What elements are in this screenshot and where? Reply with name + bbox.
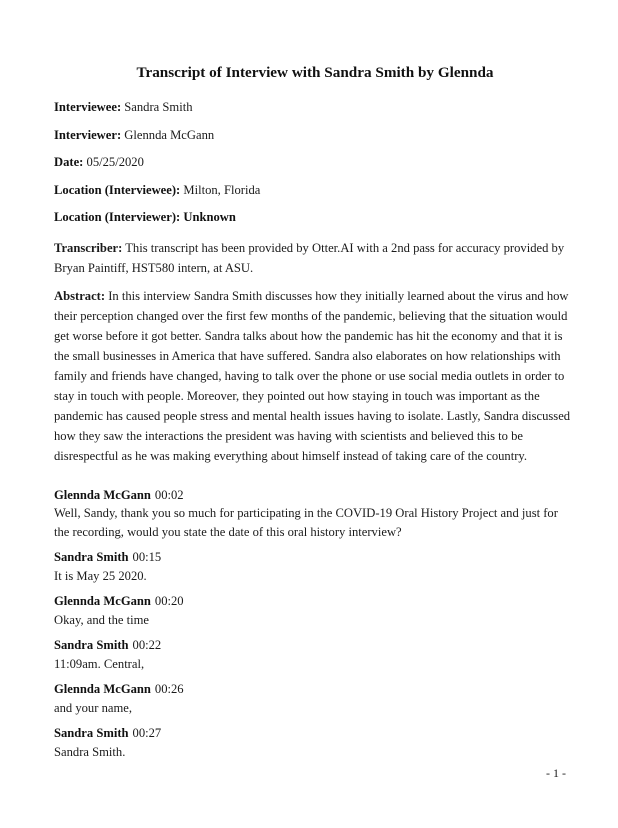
abstract-label: Abstract:	[54, 288, 106, 303]
meta-interviewer	[54, 128, 576, 143]
utterance-text: 11:09am. Central,	[54, 656, 145, 671]
speaker-name: Sandra Smith	[54, 726, 129, 740]
transcript-entry	[54, 548, 576, 585]
page-number: - 1 -	[546, 766, 566, 780]
speaker-name: Sandra Smith	[54, 638, 129, 652]
meta-location-interviewee	[54, 183, 576, 198]
speaker-name: Glennda McGann	[54, 487, 151, 502]
meta-label: Location (Interviewer):	[54, 210, 181, 224]
utterance-text: It is May 25 2020.	[54, 568, 147, 583]
timestamp: 00:22	[132, 638, 162, 652]
transcriber-text: This transcript has been provided by Otter.AI with a 2nd pass for accuracy provided by Bryan Paintiff, HST580 intern, at ASU.	[54, 240, 565, 275]
transcriber-paragraph	[54, 238, 576, 278]
utterance-text: Sandra Smith.	[54, 744, 126, 759]
meta-location-interviewer	[54, 210, 576, 225]
abstract-paragraph	[54, 286, 576, 466]
meta-interviewee	[54, 100, 576, 115]
transcript-entry	[54, 636, 576, 673]
meta-label: Interviewer:	[54, 127, 122, 142]
timestamp: 00:02	[154, 487, 184, 502]
transcriber-label: Transcriber:	[54, 240, 123, 255]
meta-date	[54, 155, 576, 170]
document-title: Transcript of Interview with Sandra Smith by Glennda	[136, 64, 494, 81]
timestamp: 00:15	[132, 550, 162, 564]
meta-value: Unknown	[180, 210, 236, 224]
transcript-entry	[54, 592, 576, 629]
timestamp: 00:20	[154, 594, 184, 608]
utterance-text: Well, Sandy, thank you so much for participating in the COVID-19 Oral History Project and just for the recording, would you state the date of this oral history interview?	[54, 506, 558, 539]
transcript-entry	[54, 486, 576, 542]
meta-value: Milton, Florida	[180, 182, 261, 197]
meta-value: Sandra Smith	[121, 100, 193, 114]
speaker-name: Glennda McGann	[54, 682, 151, 696]
meta-value: Glennda McGann	[121, 127, 215, 142]
meta-label: Location (Interviewee):	[54, 182, 181, 197]
utterance-text: and your name,	[54, 700, 132, 715]
timestamp: 00:26	[154, 682, 184, 696]
speaker-name: Sandra Smith	[54, 550, 129, 564]
transcript-entry	[54, 724, 576, 761]
meta-label: Interviewee:	[54, 100, 122, 114]
transcript-entry	[54, 680, 576, 717]
timestamp: 00:27	[132, 726, 162, 740]
meta-label: Date:	[54, 155, 84, 169]
speaker-name: Glennda McGann	[54, 594, 151, 608]
meta-value: 05/25/2020	[83, 155, 144, 169]
utterance-text: Okay, and the time	[54, 612, 150, 627]
abstract-text: In this interview Sandra Smith discusses how they initially learned about the virus and how their perception changed over the first few months of the pandemic, believing that the situation would get worse before it got better. Sandra talks about how the pandemic has hit the economy and that it is the small businesses in America that have suffered. Sandra also elaborates on how relationships with family and friends have changed, having to talk over the phone or use social media outlets in order to stay in touch with people. Moreover, they pointed out how staying in touch was important as the pandemic has caused people stress and mental health issues having to isolate. Lastly, Sandra discussed how they saw the interactions the president was having with scientists and believed this to be disrespectful as he was making everything about himself instead of taking care of the country.	[54, 288, 571, 463]
